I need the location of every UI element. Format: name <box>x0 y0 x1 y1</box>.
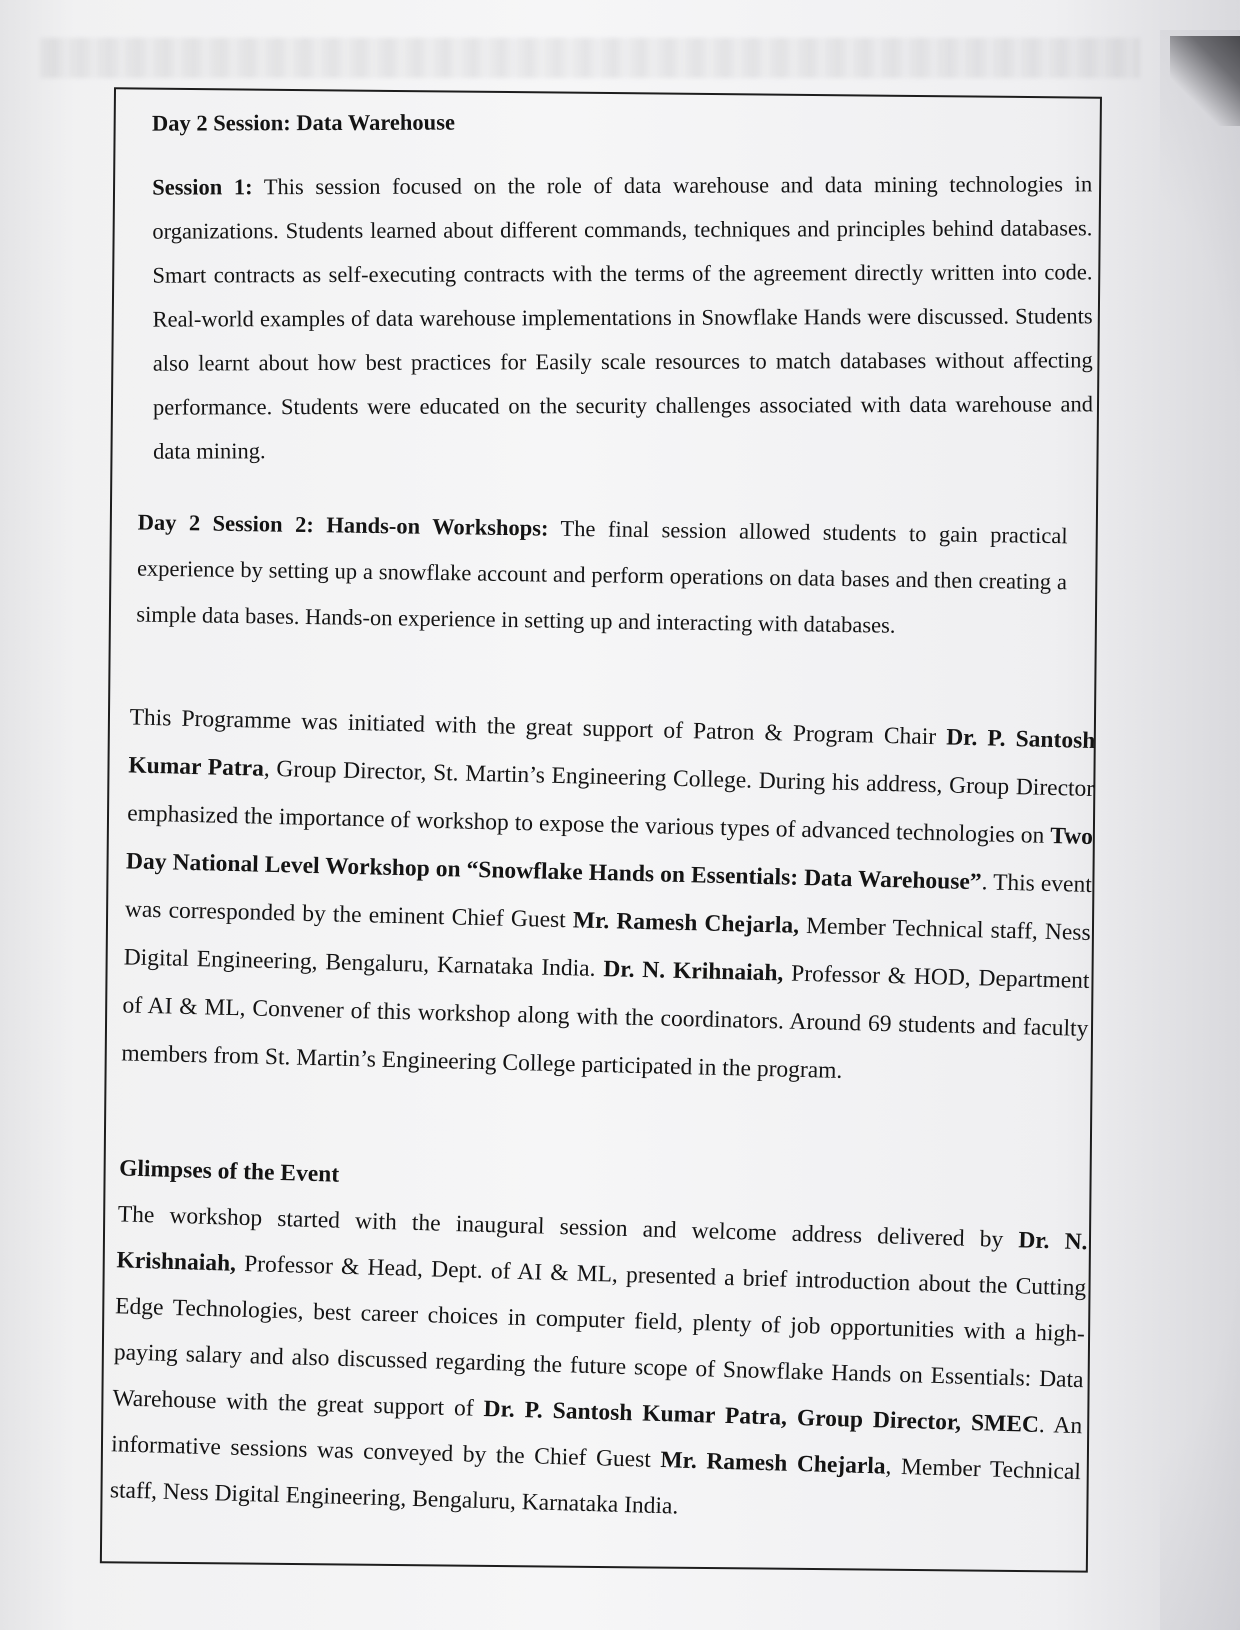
session1-label: Session 1: <box>152 174 253 200</box>
glimpses-text-4: , Member Technical staff, Ness Digital Engineering, Bengaluru, Karnataka India. <box>109 1453 1082 1520</box>
programme-text-1: This Programme was initiated with the great support of Patron & Program Chair <box>129 704 947 751</box>
programme-text-5: Professor & HOD, Department of AI & ML, Convener of this workshop along with the coordinators. Around 69 students and faculty members from St. Martin’s Engineering College participated in the program. <box>121 960 1090 1084</box>
day2-session2-section <box>136 500 1068 652</box>
session1-text: This session focused on the role of data warehouse and data mining technologies in organizations. Students learned about different commands, techniques and principles behind databases. Smart contracts as self-executing contracts with the terms of the agreement directly written into code. Real-world examples of data warehouse implementations in Snowflake Hands were discussed. Students also learnt about how best practices for Easily scale resources to match databases without affecting performance. Students were educated on the security challenges associated with data warehouse and data mining. <box>152 171 1093 464</box>
programme-text-2: , Group Director, St. Martin’s Engineering College. During his address, Group Director emphasized the importance of workshop to expose the various types of advanced technologies on <box>126 755 1095 849</box>
programme-text-4: Member Technical staff, Ness Digital Engineering, Bengaluru, Karnataka India. <box>123 912 1091 983</box>
bleed-through-text <box>40 38 1140 78</box>
glimpses-section <box>109 1145 1089 1541</box>
report-frame <box>100 87 1102 1572</box>
programme-paragraph <box>121 693 1096 1100</box>
glimpses-text-3: . An informative sessions was conveyed by the Chief Guest <box>110 1411 1083 1474</box>
session1-paragraph <box>152 162 1093 473</box>
programme-chief-guest: Mr. Ramesh Chejarla, <box>572 907 800 939</box>
day2-heading: Day 2 Session: Data Warehouse <box>151 109 455 136</box>
glimpses-chief-guest: Mr. Ramesh Chejarla <box>660 1447 887 1480</box>
folded-corner <box>1170 36 1240 126</box>
glimpses-text-1: The workshop started with the inaugural session and welcome address delivered by <box>117 1201 1019 1254</box>
session2-text: The final session allowed students to gain practical experience by setting up a snowflake account and perform operations on data bases and then creating a simple data bases. Hands-on experience in setting up and interacting with databases. <box>136 515 1068 638</box>
programme-convener: Dr. N. Krihnaiah, <box>603 956 784 987</box>
programme-patron-name: Dr. P. Santosh Kumar Patra <box>128 724 1096 782</box>
glimpses-heading: Glimpses of the Event <box>118 1155 340 1188</box>
glimpses-director-name: Dr. P. Santosh Kumar Patra, Group Director, SMEC <box>483 1395 1040 1438</box>
programme-workshop-title: Two Day National Level Workshop on “Snowflake Hands on Essentials: Data Warehouse” <box>125 822 1094 896</box>
programme-text-3: . This event was corresponded by the eminent Chief Guest <box>124 869 1093 934</box>
glimpses-paragraph <box>109 1191 1088 1541</box>
page-curl-shadow <box>1160 30 1240 1630</box>
programme-section <box>121 693 1096 1100</box>
glimpses-hod-name: Dr. N. Krishnaiah, <box>116 1227 1088 1277</box>
session2-label: Day 2 Session 2: Hands-on Workshops: <box>137 509 549 541</box>
day2-session1-section <box>152 98 1093 473</box>
glimpses-text-2: Professor & Head, Dept. of AI & ML, presented a brief introduction about the Cutting Edge Technologies, best career choices in computer field, plenty of job opportunities with a high-paying salary and also discussed regarding the future scope of Snowflake Hands on Essentials: Data Warehouse with the great support of <box>112 1250 1087 1422</box>
session2-paragraph <box>136 500 1068 652</box>
